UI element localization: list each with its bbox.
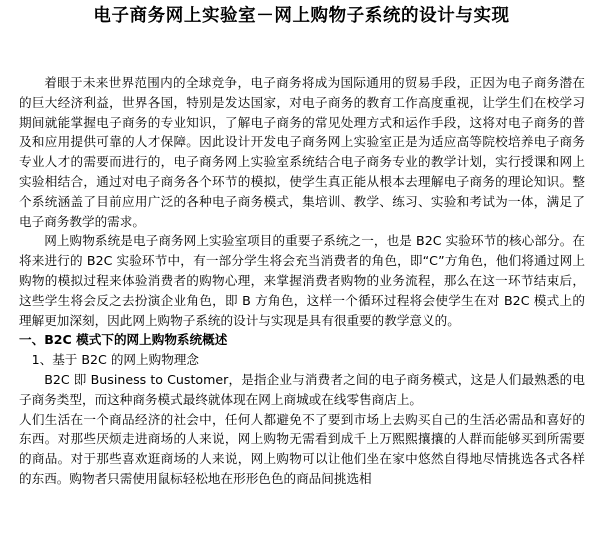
document-body xyxy=(19,73,585,489)
document-title: 电子商务网上实验室－网上购物子系统的设计与实现 xyxy=(93,6,510,26)
b2c-definition-paragraph: B2C 即 Business to Customer，是指企业与消费者之间的电子商务模式，这是人们最熟悉的电子商务类型，而这种商务模式最终就体现在网上商城或在线零售商店上。 xyxy=(19,371,585,407)
subsection-heading: 1、基于 B2C 的网上购物理念 xyxy=(31,352,199,368)
section-heading: 一、B2C 模式下的网上购物系统概述 xyxy=(19,332,228,348)
shopping-system-paragraph: 网上购物系统是电子商务网上实验室项目的重要子系统之一，也是 B2C 实验环节的核心部分。在将来进行的 B2C 实验环节中，有一部分学生将会充当消费者的角色，即“C”方角色，他们将通过网上购物的模拟过程来体验消费者的购物心理，来掌握消费者购物的业务流程，那么在这一环节结束后，这些学生将会反之去扮演企业角色，即 B 方角色，这样一个循环过程将会使学生在对 B2C 模式上的理解更加深刻，因此网上购物子系统的设计与实现是具有很重要的教学意义的。 xyxy=(19,233,585,328)
intro-paragraph: 着眼于未来世界范围内的全球竞争，电子商务将成为国际通用的贸易手段，正因为电子商务潜在的巨大经济利益，世界各国，特别是发达国家，对电子商务的教育工作高度重视，让学生们在校学习期间就能掌握电子商务的专业知识，了解电子商务的常见处理方式和运作手段，这将对电子商务的普及和应用提供可靠的人才保障。因此设计开发电子商务网上实验室正是为适应高等院校培养电子商务专业人才的需要而进行的，电子商务网上实验室系统结合电子商务专业的教学计划，实行授课和网上实验相结合，通过对电子商务各个环节的模拟，使学生真正能从根本去理解电子商务的理论知识。整个系统涵盖了目前应用广泛的各种电子商务模式，集培训、教学、练习、实验和考试为一体，满足了电子商务教学的需求。 xyxy=(19,75,585,229)
consumer-life-paragraph: 人们生活在一个商品经济的社会中，任何人都避免不了要到市场上去购买自己的生活必需品和喜好的东西。对那些厌烦走进商场的人来说，网上购物无需看到成千上万熙熙攘攘的人群而能够买到所需要的商品。对于那些喜欢逛商场的人来说，网上购物可以让他们坐在家中悠然自得地尽情挑选各式各样的东西。购物者只需使用鼠标轻松地在形形色色的商品间挑选相 xyxy=(19,411,585,486)
